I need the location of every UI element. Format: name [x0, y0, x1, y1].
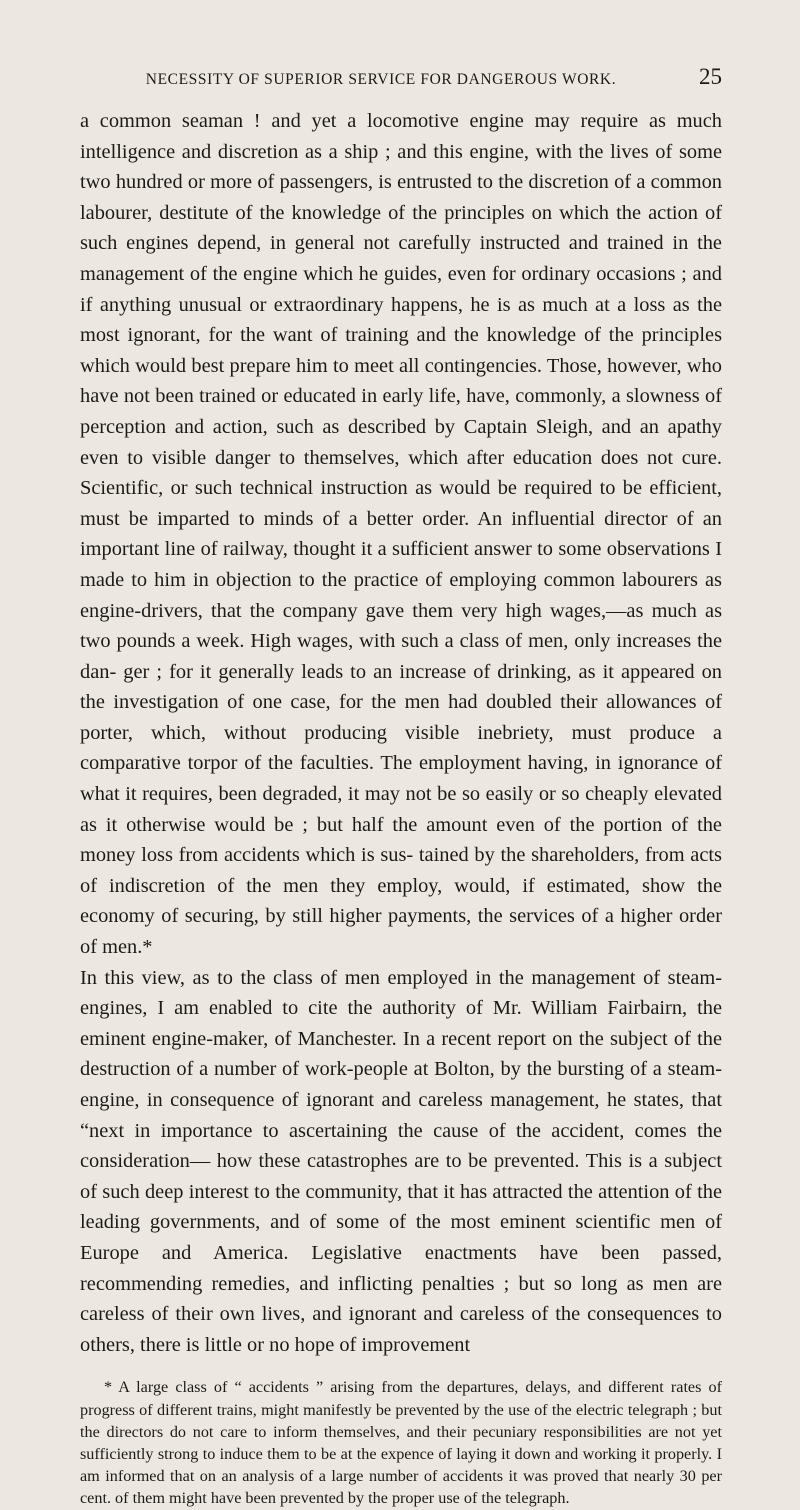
- body-paragraph-2: In this view, as to the class of men employed in the management of steam-engines, I am enabled to cite the authority of Mr. William Fairbairn, the eminent engine-maker, of Manchester. In a recent report on the subject of the destruction of a number of work-people at Bolton, by the bursting of a steam-engine, in consequence of ignorant and careless management, he states, that “next in importance to ascertaining the cause of the accident, comes the consideration— how these catastrophes are to be prevented. This is a subject of such deep interest to the community, that it has attracted the attention of the leading governments, and of some of the most eminent scientific men of Europe and America. Legislative enactments have been passed, recommending remedies, and inflicting penalties ; but so long as men are careless of their own lives, and ignorant and careless of the consequences to others, there is little or no hope of improvement: [80, 966, 722, 1356]
- book-page: [0, 64, 800, 1508]
- page-number: 25: [699, 64, 722, 89]
- running-title: NECESSITY OF SUPERIOR SERVICE FOR DANGEROUS WORK.: [145, 71, 617, 88]
- footnote: * A large class of “ accidents ” arising from the departures, delays, and different rates of progress of different trains, might manifestly be prevented by the use of the electric telegraph ; but the directors do not care to inform themselves, and their pecuniary responsibilities are not yet sufficiently strong to induce them to be at the expence of laying it down and working it properly. I am informed that on an analysis of a large number of accidents it was proved that nearly 30 per cent. of them might have been prevented by the proper use of the telegraph.: [80, 1378, 722, 1508]
- running-head: [80, 66, 722, 106]
- body-paragraph-1: a common seaman ! and yet a locomotive engine may require as much intelligence and discretion as a ship ; and this engine, with the lives of some two hundred or more of passengers, is entrusted to the discretion of a common labourer, destitute of the knowledge of the principles on which the action of such engines depend, in general not carefully instructed and trained in the management of the engine which he guides, even for ordinary occasions ; and if anything unusual or extraordinary happens, he is as much at a loss as the most ignorant, for the want of training and the knowledge of the principles which would best prepare him to meet all contingencies. Those, however, who have not been trained or educated in early life, have, commonly, a slowness of perception and action, such as described by Captain Sleigh, and an apathy even to visible danger to themselves, which after education does not cure. Scientific, or such technical instruction as would be required to be efficient, must be imparted to minds of a better order. An influential director of an important line of railway, thought it a sufficient answer to some observations I made to him in objection to the practice of employing common labourers as engine-drivers, that the company gave them very high wages,—as much as two pounds a week. High wages, with such a class of men, only increases the dan- ger ; for it generally leads to an increase of drinking, as it appeared on the investigation of one case, for the men had doubled their allowances of porter, which, without producing visible inebriety, must produce a comparative torpor of the faculties. The employment having, in ignorance of what it requires, been degraded, it may not be so easily or so cheaply elevated as it otherwise would be ; but half the amount even of the portion of the money loss from accidents which is sus- tained by the shareholders, from acts of indiscretion of the men they employ, would, if estimated, show the economy of securing, by still higher payments, the services of a higher order of men.*: [80, 110, 722, 959]
